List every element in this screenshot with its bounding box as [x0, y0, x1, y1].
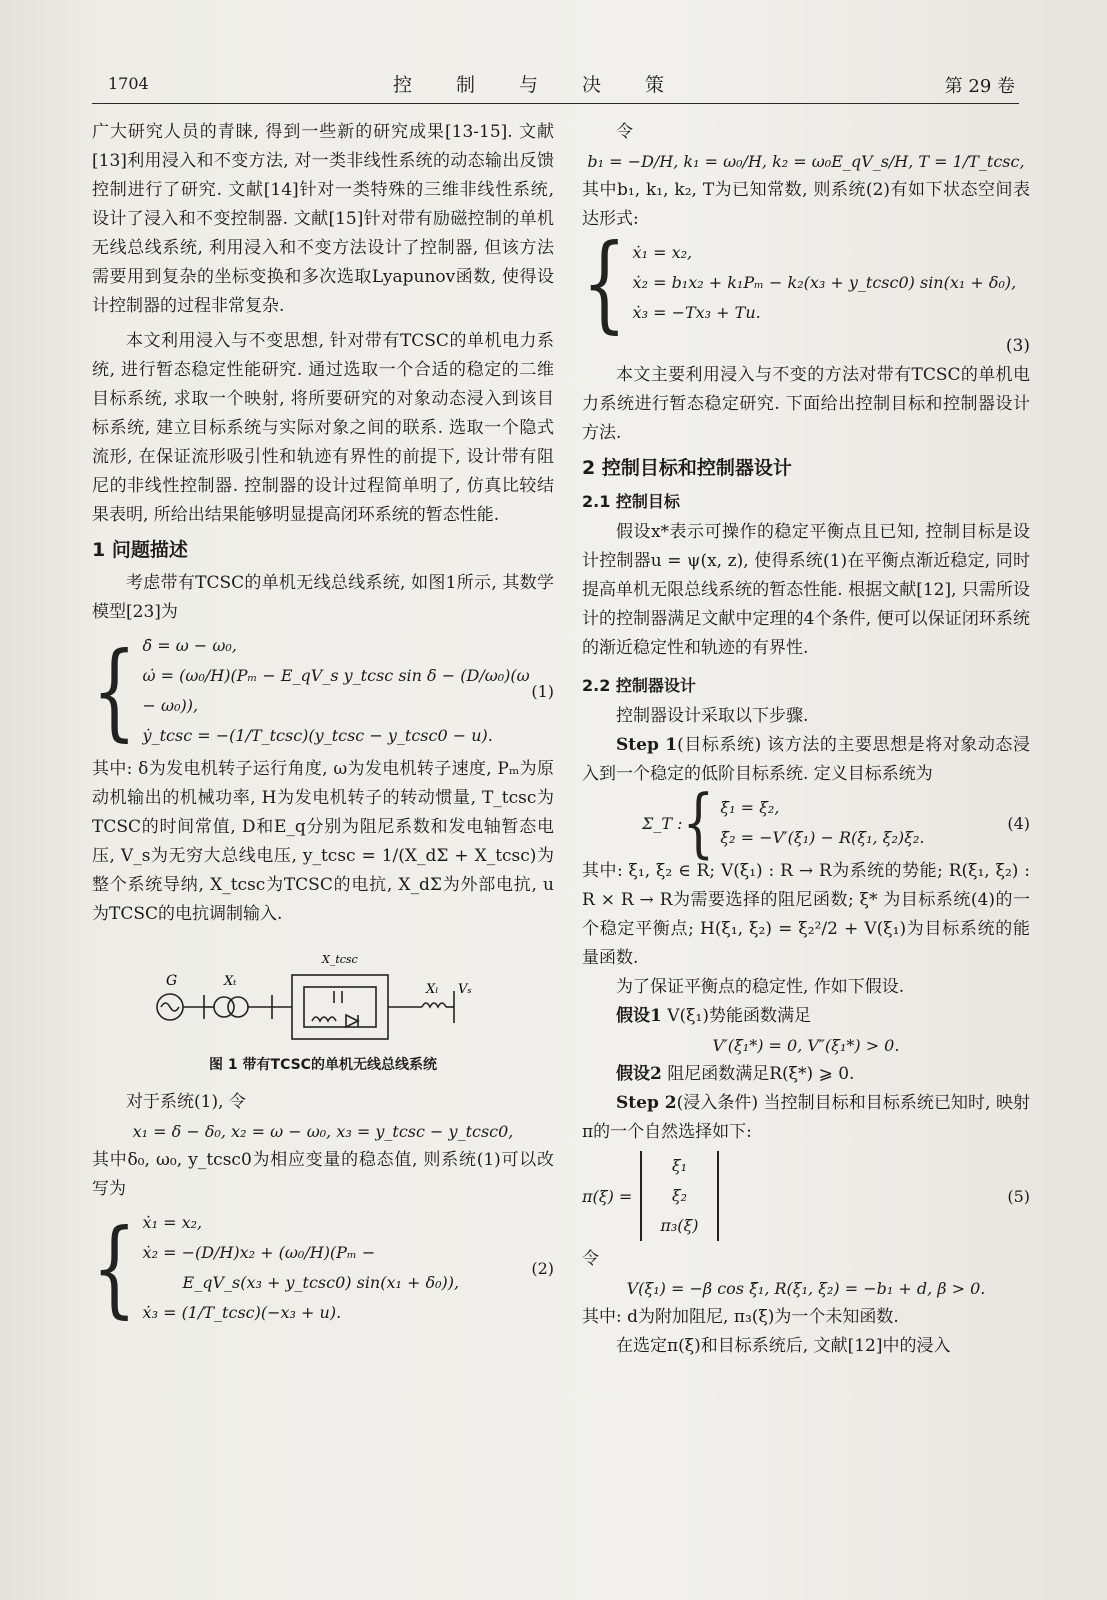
equation-line: ẋ₃ = (1/T_tcsc)(−x₃ + u).	[142, 1303, 342, 1322]
label-g: G	[166, 973, 178, 989]
page-header	[108, 70, 1015, 100]
equation-4	[582, 779, 1030, 867]
paragraph: 阻尼函数满足R(ξ*) ⩾ 0.	[667, 1064, 855, 1084]
equation-3	[582, 221, 1030, 345]
matrix-entry: ξ₂	[671, 1186, 688, 1205]
equation-5	[582, 1151, 1030, 1241]
assumption-label: 假设2	[616, 1064, 662, 1084]
equation: V′(ξ₁*) = 0, V″(ξ₁*) > 0.	[712, 1036, 900, 1055]
paragraph: 其中: ξ₁, ξ₂ ∈ R; V(ξ₁) : R → R为系统的势能; R(ξ₁, ξ₂) : R × R → R为需要选择的阻尼函数; ξ* 为目标系统(4)的一个稳定平衡点; H(ξ₁, ξ₂) = ξ₂²/2 + V(ξ₁)为目标系统的能量函数.	[582, 861, 1030, 968]
equation-label: Σ_T :	[642, 813, 683, 833]
paragraph: 为了保证平衡点的稳定性, 作如下假设.	[616, 977, 905, 997]
paragraph: 其中δ₀, ω₀, y_tcsc0为相应变量的稳态值, 则系统(1)可以改写为	[92, 1150, 554, 1199]
equation-number: (2)	[531, 1258, 554, 1278]
journal-title: 控制与决策	[393, 74, 709, 96]
brace: {	[92, 629, 137, 753]
equation-number: (3)	[1005, 336, 1030, 356]
paragraph: 其中b₁, k₁, k₂, T为已知常数, 则系统(2)有如下状态空间表达形式:	[582, 180, 1030, 229]
paragraph: 控制器设计采取以下步骤.	[616, 706, 809, 726]
figure-caption: 图 1 带有TCSC的单机无线总线系统	[209, 1057, 437, 1073]
equation-line: E_qV_s(x₃ + y_tcsc0) sin(x₁ + δ₀)),	[182, 1273, 460, 1292]
paragraph: (浸入条件) 当控制目标和目标系统已知时, 映射π的一个自然选择如下:	[582, 1093, 1030, 1142]
paragraph: V(ξ₁)势能函数满足	[667, 1006, 811, 1026]
equation-line: ẋ₂ = −(D/H)x₂ + (ω₀/H)(Pₘ −	[142, 1243, 376, 1262]
circuit-diagram	[92, 935, 554, 1045]
equation-line: ẋ₂ = b₁x₂ + k₁Pₘ − k₂(x₃ + y_tcsc0) sin(x₁ + δ₀),	[632, 273, 1017, 292]
right-column	[582, 118, 1030, 1361]
paragraph: (目标系统) 该方法的主要思想是将对象动态浸入到一个稳定的低阶目标系统. 定义目标系统为	[582, 735, 1030, 784]
step-label: Step 2	[616, 1093, 677, 1113]
equation-label: π(ξ) =	[582, 1186, 633, 1206]
paragraph: 对于系统(1), 令	[126, 1092, 246, 1112]
equation-1	[92, 631, 554, 751]
paragraph: 其中: δ为发电机转子运行角度, ω为发电机转子速度, Pₘ为原动机输出的机械功率, H为发电机转子的转动惯量, T_tcsc为TCSC的时间常值, D和E_q分别为阻尼系数和发电轴暂态电压, V_s为无穷大总线电压, y_tcsc = 1/(X_dΣ + X_tcsc)为整个系统导纳, X_tcsc为TCSC的电抗, X_dΣ为外部电抗, u为TCSC的电抗调制输入.	[92, 759, 554, 924]
paragraph: 假设x*表示可操作的稳定平衡点且已知, 控制目标是设计控制器u = ψ(x, z), 使得系统(1)在平衡点渐近稳定, 同时提高单机无限总线系统的暂态性能. 根据文献[12], 只需所设计的控制器满足文献中定理的4个条件, 便可以保证闭环系统的渐近稳定性和轨迹的有界性.	[582, 522, 1030, 658]
page-number: 1704	[108, 74, 149, 93]
equation: b₁ = −D/H, k₁ = ω₀/H, k₂ = ω₀E_qV_s/H, T = 1/T_tcsc,	[587, 152, 1025, 171]
equation-line: ξ̇₁ = ξ₂,	[720, 798, 780, 817]
matrix-entry: π₃(ξ)	[660, 1216, 699, 1235]
equation-line: ξ̇₂ = −V′(ξ₁) − R(ξ₁, ξ₂)ξ₂.	[720, 828, 925, 847]
subsection-heading: 2.2 控制器设计	[582, 676, 696, 695]
label-xl: Xₗ	[426, 982, 439, 997]
paragraph: 本文主要利用浸入与不变的方法对带有TCSC的单机电力系统进行暂态稳定研究. 下面给出控制目标和控制器设计方法.	[582, 365, 1030, 443]
equation-line: ω̇ = (ω₀/H)(Pₘ − E_qV_s y_tcsc sin δ − (D/ω₀)(ω − ω₀)),	[142, 666, 530, 715]
figure-1-circuit	[92, 935, 554, 1045]
matrix-entry: ξ₁	[671, 1156, 688, 1175]
paragraph: 广大研究人员的青睐, 得到一些新的研究成果[13-15]. 文献[13]利用浸入和不变方法, 对一类非线性系统的动态输出反馈控制进行了研究. 文献[14]针对一类特殊的三维非线性系统, 设计了浸入和不变控制器. 文献[15]针对带有励磁控制的单机无线总线系统, 利用浸入和不变方法设计了控制器, 但该方法需要用到复杂的坐标变换和多次选取Lyapunov函数, 使得设计控制器的过程非常复杂.	[92, 122, 554, 316]
paragraph: 本文利用浸入与不变思想, 针对带有TCSC的单机电力系统, 进行暂态稳定性能研究. 通过选取一个合适的稳定的二维目标系统, 求取一个映射, 将所要研究的对象动态浸入到该目标系统, 建立目标系统与实际对象之间的联系. 选取一个隐式流形, 在保证流形吸引性和轨迹有界性的前提下, 设计带有阻尼的非线性控制器. 控制器的设计过程简单明了, 仿真比较结果表明, 所给出结果能够明显提高闭环系统的暂态性能.	[92, 331, 554, 525]
equation-line: δ̇ = ω − ω₀,	[142, 636, 237, 655]
left-column	[92, 118, 554, 1332]
paragraph: 其中: d为附加阻尼, π₃(ξ)为一个未知函数.	[582, 1307, 899, 1327]
equation-line: ẋ₃ = −Tx₃ + Tu.	[632, 303, 761, 322]
section-heading: 1 问题描述	[92, 539, 188, 561]
equation-2	[92, 1208, 554, 1328]
section-heading: 2 控制目标和控制器设计	[582, 457, 792, 479]
equation-number: (5)	[1007, 1186, 1030, 1206]
equation: x₁ = δ − δ₀, x₂ = ω − ω₀, x₃ = y_tcsc − y_tcsc0,	[132, 1122, 514, 1141]
volume-label: 第 29 卷	[944, 76, 1015, 97]
assumption-label: 假设1	[616, 1006, 662, 1026]
equation: V(ξ₁) = −β cos ξ̃₁, R(ξ₁, ξ₂) = −b₁ + d, β > 0.	[626, 1279, 986, 1298]
equation-number: (1)	[531, 681, 554, 701]
equation-line: ẋ₁ = x₂,	[142, 1213, 203, 1232]
brace: {	[682, 779, 715, 867]
equation-line: ẏ_tcsc = −(1/T_tcsc)(y_tcsc − y_tcsc0 − u).	[142, 726, 493, 745]
brace: {	[92, 1206, 137, 1330]
step-label: Step 1	[616, 735, 678, 755]
matrix	[640, 1151, 718, 1241]
equation-number: (4)	[1007, 813, 1030, 833]
label-xt: Xₜ	[224, 974, 237, 989]
paragraph: 考虑带有TCSC的单机无线总线系统, 如图1所示, 其数学模型[23]为	[92, 573, 554, 622]
paragraph: 在选定π(ξ)和目标系统后, 文献[12]中的浸入	[616, 1336, 951, 1356]
label-xtcsc: X_tcsc	[322, 953, 358, 966]
equation-line: ẋ₁ = x₂,	[632, 243, 693, 262]
paragraph: 令	[616, 122, 633, 142]
header-rule	[92, 103, 1019, 104]
paragraph: 令	[582, 1249, 599, 1269]
subsection-heading: 2.1 控制目标	[582, 492, 680, 511]
brace: {	[582, 221, 627, 345]
label-vs: Vₛ	[458, 982, 472, 997]
